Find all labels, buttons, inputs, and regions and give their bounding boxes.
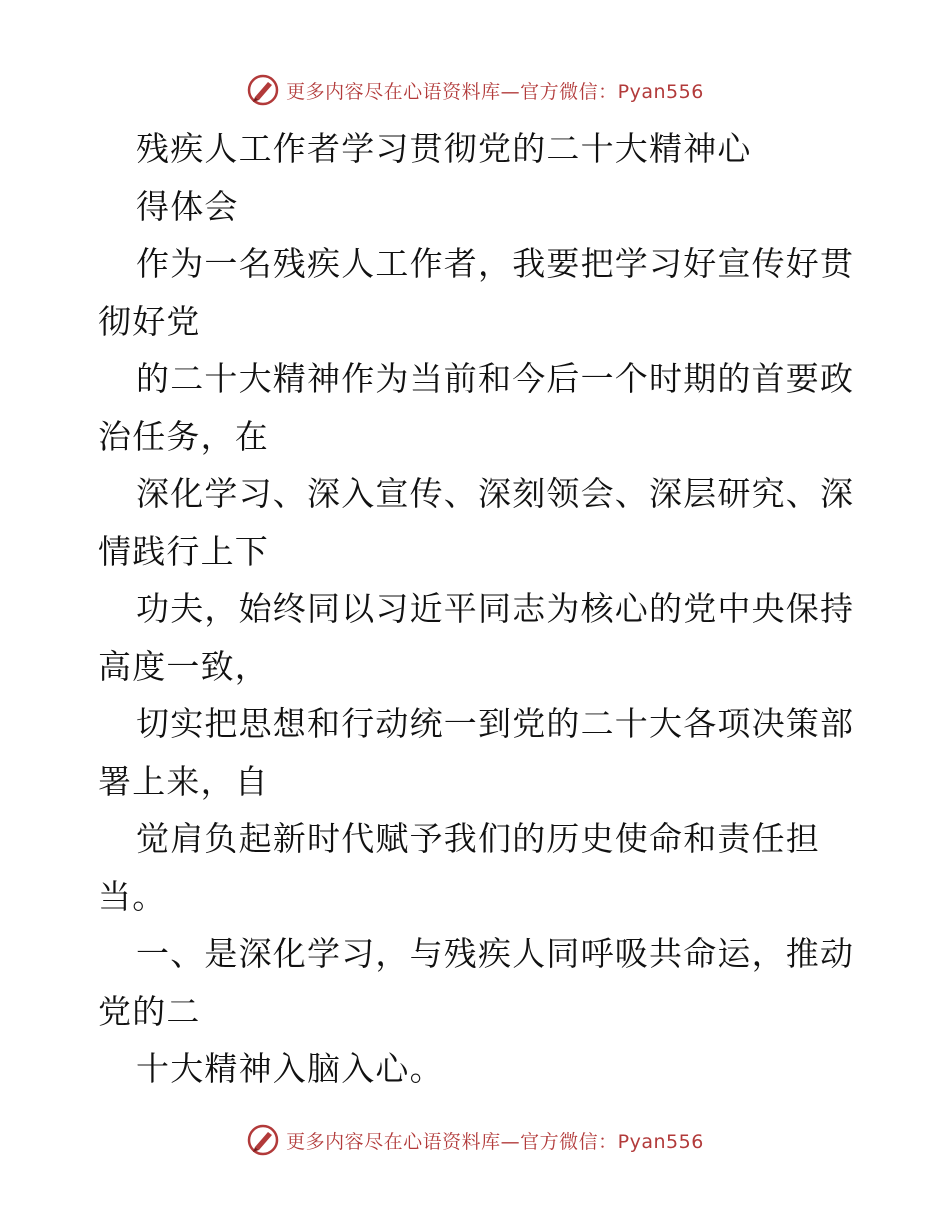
footer-watermark-text: 更多内容尽在心语资料库—官方微信：Pyan556 [286, 1130, 704, 1153]
doc-line-5: 的二十大精神作为当前和今后一个时期的首要政 [136, 359, 855, 398]
header-watermark-text: 更多内容尽在心语资料库—官方微信：Pyan556 [286, 80, 704, 103]
doc-line-15: 一、是深化学习，与残疾人同呼吸共命运，推动 [136, 934, 855, 973]
doc-line-4: 彻好党 [98, 301, 201, 341]
doc-line-10: 高度一致， [98, 646, 269, 686]
doc-line-7: 深化学习、深入宣传、深刻领会、深层研究、深 [136, 474, 855, 513]
header-watermark [0, 70, 950, 110]
doc-line-2: 得体会 [136, 186, 239, 226]
doc-line-16: 党的二 [98, 991, 201, 1031]
doc-line-13: 觉肩负起新时代赋予我们的历史使命和责任担 [136, 819, 820, 858]
doc-line-14: 当。 [98, 876, 167, 916]
doc-line-11: 切实把思想和行动统一到党的二十大各项决策部 [136, 704, 855, 743]
pen-logo-icon [246, 1123, 280, 1157]
footer-watermark [0, 1120, 950, 1160]
document-body [98, 120, 858, 1098]
doc-line-1: 残疾人工作者学习贯彻党的二十大精神心 [136, 129, 752, 168]
pen-logo-icon [246, 73, 280, 107]
doc-line-12: 署上来，自 [98, 761, 269, 801]
doc-line-3: 作为一名残疾人工作者，我要把学习好宣传好贯 [136, 244, 855, 283]
doc-line-17: 十大精神入脑入心。 [136, 1049, 444, 1088]
doc-line-8: 情践行上下 [98, 531, 269, 571]
doc-line-9: 功夫，始终同以习近平同志为核心的党中央保持 [136, 589, 855, 628]
doc-line-6: 治任务，在 [98, 416, 269, 456]
